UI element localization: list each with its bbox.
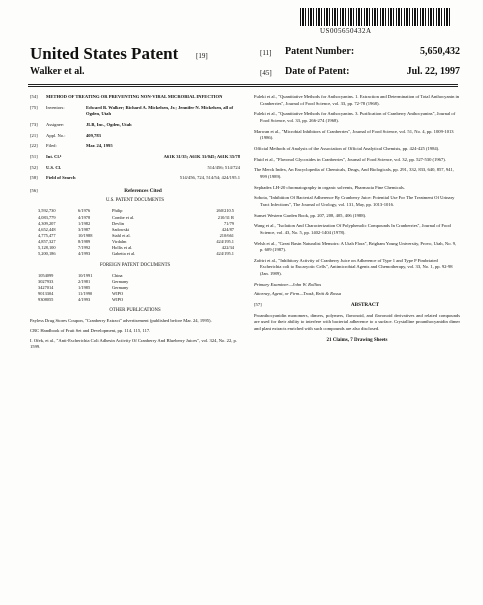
ref-class: 424/195.1 [216, 239, 234, 245]
ref-number: 1054099 [38, 272, 54, 278]
ref-number: 4,652,448 [38, 226, 56, 232]
field-appl-code: [21] [30, 132, 38, 138]
claims-line: 21 Claims, 7 Drawing Sheets [326, 337, 388, 343]
field-title [30, 94, 240, 101]
date-code: [45] [260, 69, 272, 77]
field-inventors-label: Inventors: [46, 104, 65, 110]
ref-date: 8/1989 [78, 239, 91, 245]
ref-number: 9013304 [38, 291, 54, 297]
field-search-label: Field of Search [46, 175, 76, 181]
ref-number: 5,128,100 [38, 245, 56, 251]
ref-name: Virdalm [112, 239, 127, 245]
references-heading-row [30, 188, 240, 196]
ref-name: Germany [112, 284, 129, 290]
date-label: Date of Patent: [285, 66, 350, 77]
publication-entry: Welsh et al., "Great Basin Naturalist Memoirs: A Utah Flora", Brigham Young University, Provo, Utah, No. 9, p. 609 (1987). [254, 240, 457, 253]
ref-name: Devlin [112, 220, 124, 226]
ref-name: Philip [112, 208, 123, 214]
patent-office-title: United States Patent [30, 44, 179, 63]
publication-entry: The Merck Index, An Encyclopedia of Chemicals, Drugs, And Biologicals, pp. 291, 332, 833, 640, 857, 941, 999 (1989). [254, 167, 454, 179]
ref-date: 10/1991 [78, 272, 93, 278]
references-code: [56] [30, 187, 38, 193]
field-appl-label: Appl. No.: [46, 132, 66, 138]
title-code: [19] [196, 52, 208, 60]
reference-row [36, 297, 236, 303]
ref-date: 4/1993 [78, 297, 91, 303]
ref-number: 4,775,477 [38, 233, 56, 239]
us-patent-docs-table [36, 208, 236, 257]
ref-class: 422/34 [221, 245, 234, 251]
field-uscl [30, 165, 240, 172]
header-rule-2 [28, 86, 458, 87]
ref-name: Gabetta et al. [112, 251, 136, 257]
inventor-line: Walker et al. [30, 66, 85, 77]
publication-entry: Zafriri et al., "Inhibitory Activity of Cranberry Juice on Adherence of Type 1 and Type P Fimbriated Escherichia coli to Eucaryotic Cells", Antimicrobial Agents and Chemotherapy, vol. 33, No. 1, pp. 92-98 (Jan. 1989). [254, 257, 453, 277]
field-search-code: [58] [30, 175, 38, 181]
ref-number: 9308055 [38, 297, 54, 303]
ref-date: 7/1992 [78, 245, 91, 251]
ref-class [174, 297, 236, 303]
publication-entry: Fuleki et al., "Quantitative Methods for Anthocyanins. 3. Purification of Cranberry Anthocyanins", Journal of Food Science, vol. 33, pp. 266-274 (1968). [254, 111, 456, 123]
field-filed-label: Filed: [46, 143, 57, 149]
other-publications-left [30, 318, 240, 351]
publication-entry: CRC Handbook of Fruit Set and Development, pp. 114, 115, 117. [30, 327, 151, 333]
field-filed-code: [22] [30, 143, 38, 149]
publication-entry: Fuleki et al., "Quantitative Methods for Anthocyanins. 1. Extraction and Determination of Total Anthocyanin in Cranberries", Journal of Food Science, vol. 33, pp. 72-78 (1968). [254, 94, 460, 106]
publication-entry: Sephadex LH-20 chromatography in organic solvents, Pharmacia Fine Chemicals. [254, 184, 405, 190]
ref-name: China [112, 272, 123, 278]
ref-number: 5,200,186 [38, 251, 56, 257]
other-publications-right [254, 94, 460, 278]
ref-class: 71/79 [223, 220, 234, 226]
patent-number: 5,650,432 [420, 46, 460, 57]
publication-entry: I. Ofek, et al., "Anti-Escherichia Coli Adhesin Activity Of Cranberry And Blueberry Juices", vol. 324, No. 22, p. 1599. [30, 337, 237, 350]
ref-name: Stahl et al. [112, 233, 131, 239]
field-search [30, 175, 240, 182]
int-cl: A61K 31/35; A61K 31/045; A61K 35/78 [163, 153, 240, 159]
field-intcl-label: Int. Cl.⁶ [46, 153, 62, 159]
field-assignee-code: [73] [30, 121, 38, 127]
ref-date: 2/1981 [78, 278, 91, 284]
publication-entry: Sunset Western Garden Book, pp. 207, 208, 405, 406 (1988). [254, 212, 367, 218]
ref-number: 3427014 [38, 284, 54, 290]
barcode [300, 8, 450, 26]
ref-date: 1/1985 [78, 284, 91, 290]
ref-date: 3/1987 [78, 226, 91, 232]
abstract-code: [57] [254, 302, 262, 308]
patent-date: Jul. 22, 1997 [406, 66, 460, 77]
publication-entry: Payless Drug Stores Coupon, "Cranberry Extract" advertisement (published before Mar. 24, 1995). [30, 318, 212, 324]
inventors: Edward B. Walker; Richard A. Mickelsen, Jr.; Jennifer N. Mickelsen, all of Ogden, Utah [86, 104, 234, 117]
other-publications-heading: OTHER PUBLICATIONS [109, 308, 161, 314]
header-rule [28, 84, 458, 85]
publication-entry: Sobota, "Inhibition Of Bacterial Adherence By Cranberry Juice: Potential Use For The Treatment Of Urinary Tract Infections", The Journal of Urology, vol. 131, May, pp. 1013-1016. [254, 195, 455, 207]
field-appl [30, 133, 240, 140]
ref-date: 11/1990 [78, 291, 93, 297]
ref-number: 4,857,327 [38, 239, 56, 245]
ref-name: Sadowski [112, 226, 130, 232]
field-intcl-code: [51] [30, 153, 38, 159]
ref-class: 260/210.5 [216, 208, 234, 214]
field-uscl-code: [52] [30, 164, 38, 170]
filed-date: Mar. 24, 1995 [86, 143, 113, 149]
abstract-heading: ABSTRACT [350, 302, 380, 309]
field-inventors [30, 105, 240, 118]
assignee: JLB, Inc., Ogden, Utah [86, 121, 132, 127]
field-inventors-code: [75] [30, 104, 38, 110]
ref-name: Germany [112, 278, 129, 284]
ref-date: 6/1976 [78, 208, 91, 214]
patent-number-label: Patent Number: [285, 46, 355, 57]
ref-name: Combe et al. [112, 214, 135, 220]
ref-number: 4,309,207 [38, 220, 56, 226]
abstract-text: Proanthocyanidin monomers, dimers, polymers, flavonoid, and flavonoid derivatives and related compounds are used for their ability to interfere with bacterial adherence to a surface. Crystalline proanthocyanidin dimer and plant extracts enriched with such compounds are also disclosed. [254, 312, 460, 331]
ref-date: 4/1978 [78, 214, 91, 220]
ref-number: 3,592,730 [38, 208, 56, 214]
us-patent-docs-heading: U.S. PATENT DOCUMENTS [105, 198, 165, 204]
publication-entry: Marwan et al., "Microbial Inhibitors of Cranberries", Journal of Food Science, vol. 51, No. 4, pp. 1009-1013 (1986). [254, 128, 454, 141]
ref-number: 3027933 [38, 278, 54, 284]
publication-entry: Fluid et al., "Flavonol Glycosides in Cranberries", Journal of Food Science, vol. 32, pp. 527-530 (1967). [254, 156, 446, 162]
reference-row [36, 251, 236, 257]
ref-date: 1/1982 [78, 220, 91, 226]
abstract-heading-row [254, 302, 460, 310]
ref-date: 4/1993 [78, 251, 91, 257]
publication-entry: Official Methods of Analysis of the Association of Official Analytical Chemists, pp. 424-425 (1984). [254, 145, 440, 151]
field-intcl [30, 154, 240, 161]
left-column [30, 94, 240, 354]
ref-class: 424/87 [221, 226, 234, 232]
field-assignee-label: Assignee: [46, 121, 65, 127]
patent-number-code: [11] [260, 49, 272, 57]
us-cl: 514/456; 514/724 [207, 164, 240, 170]
ref-name: Hollis et al. [112, 245, 133, 251]
ref-name: WIPO [112, 291, 124, 297]
right-column [254, 94, 460, 344]
ref-name: WIPO [112, 297, 124, 303]
ref-number: 4,083,779 [38, 214, 56, 220]
field-filed [30, 143, 240, 150]
barcode-number: US005650432A [320, 27, 372, 35]
attorney: Attorney, Agent, or Firm—Trask, Britt & Rossa [254, 291, 342, 297]
ref-date: 10/1988 [78, 233, 93, 239]
appl-number: 409,783 [86, 132, 101, 138]
invention-title: METHOD OF TREATING OR PREVENTING NON-VIRAL MICROBIAL INFECTION [46, 94, 223, 99]
field-assignee [30, 122, 240, 129]
foreign-patent-docs-heading: FOREIGN PATENT DOCUMENTS [99, 262, 171, 268]
ref-class: 210/31 R [217, 214, 234, 220]
field-title-code: [54] [30, 94, 38, 99]
publication-entry: Wang et al., "Isolation And Characterization Of Polyphenolic Compounds In Cranberries", Journal of Food Science, vol. 43, No. 5, pp. 1402-1404 (1978). [254, 223, 451, 235]
references-heading: References Cited [124, 187, 162, 194]
primary-examiner: Primary Examiner—John W. Rollins [254, 281, 322, 287]
field-uscl-label: U.S. Cl. [46, 164, 62, 170]
ref-class: 210/661 [219, 233, 234, 239]
foreign-patent-docs-table [36, 273, 236, 304]
ref-class: 424/195.1 [216, 251, 234, 257]
field-of-search: 514/456, 724, 514/54; 424/195.1 [179, 175, 240, 181]
